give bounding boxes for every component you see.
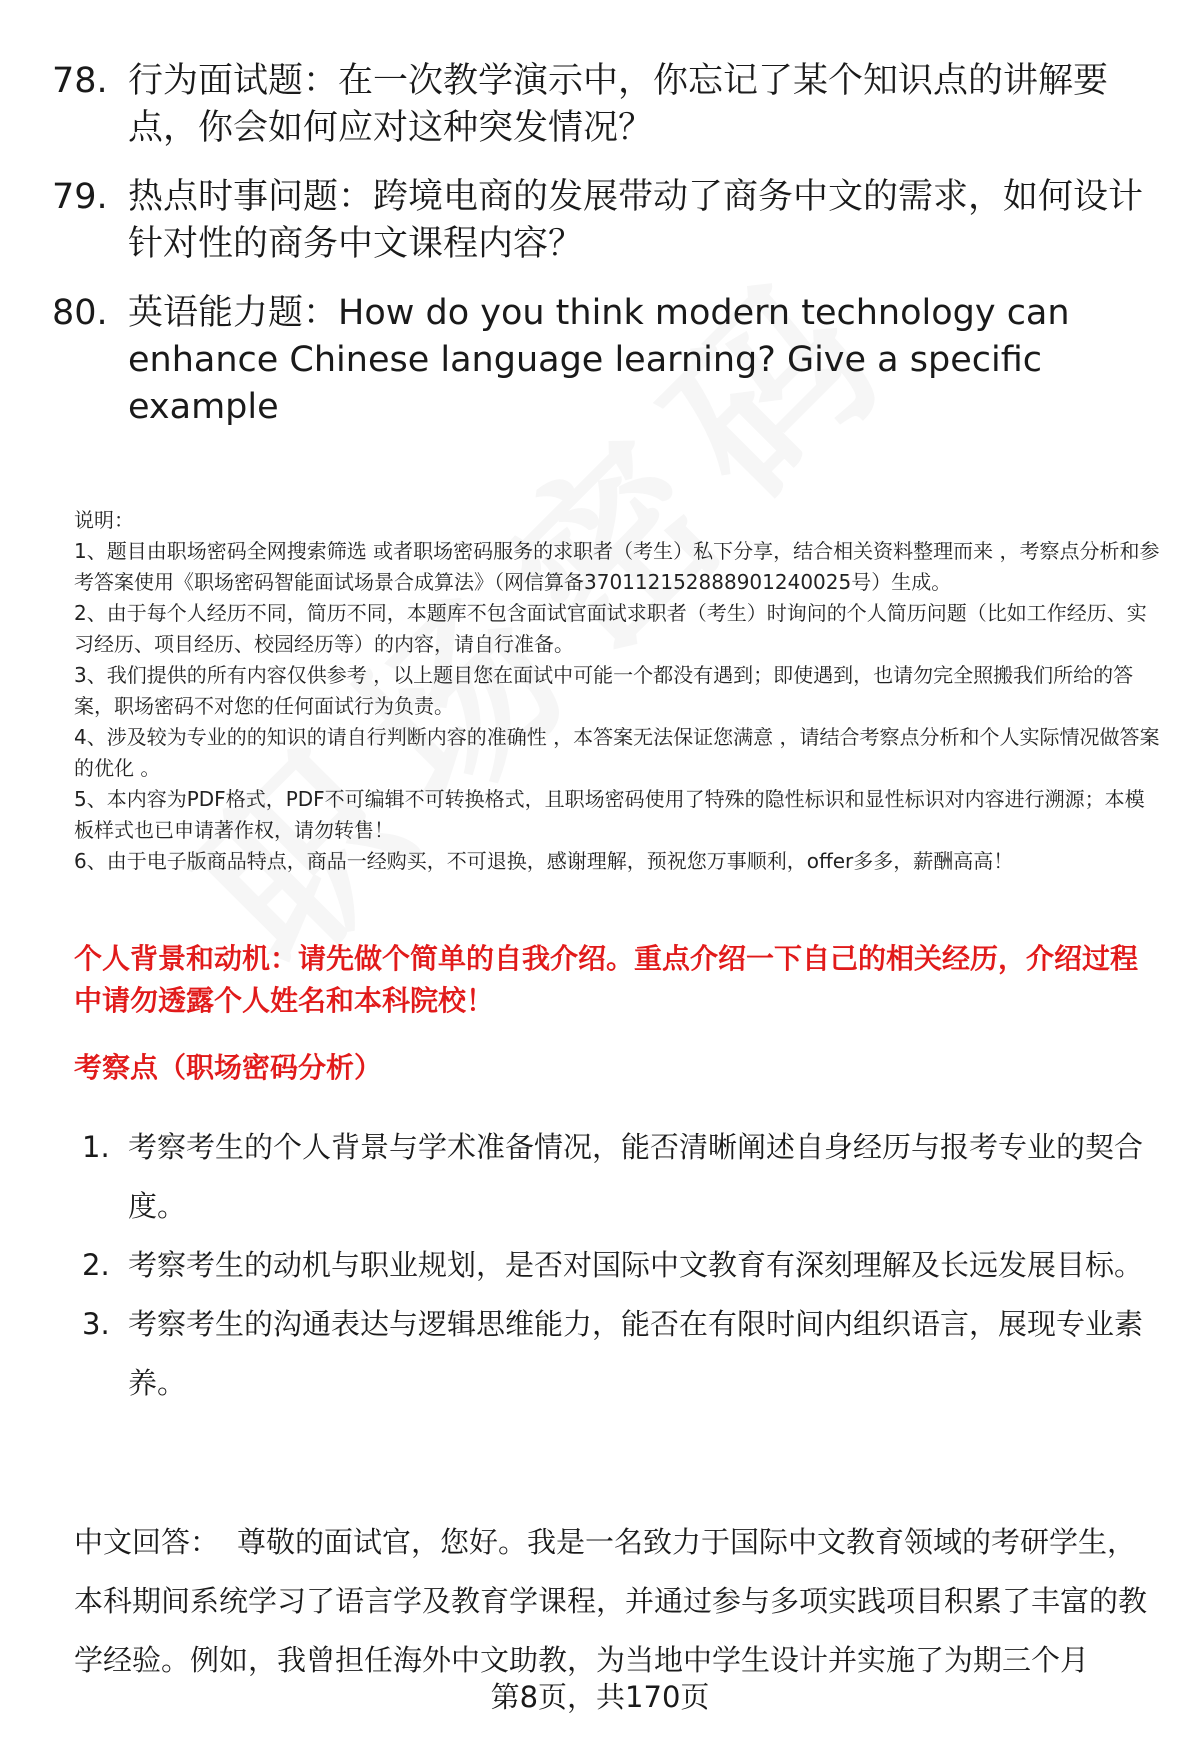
note-item: 4、涉及较为专业的的知识的请自行判断内容的准确性 ，本答案无法保证您满意 ，请结合考察点分析和个人实际情况做答案的优化 。 (74, 725, 1160, 780)
analysis-list (82, 1118, 1152, 1413)
analysis-item (82, 1118, 1152, 1236)
question-item (52, 58, 1152, 152)
notes-title: 说明： (74, 508, 134, 532)
question-number: 79. (52, 177, 108, 217)
analysis-heading: 考察点（职场密码分析） (74, 1051, 383, 1084)
analysis-text: 考察考生的动机与职业规划，是否对国际中文教育有深刻理解及长远发展目标。 (128, 1248, 1144, 1282)
question-item (52, 174, 1152, 268)
analysis-number: 1. (82, 1130, 110, 1164)
question-item (52, 290, 1152, 431)
analysis-number: 3. (82, 1307, 110, 1341)
note-item: 1、题目由职场密码全网搜索筛选 或者职场密码服务的求职者（考生）私下分享，结合相关资料整理而来 ，考察点分析和参考答案使用《职场密码智能面试场景合成算法》（网信算备370112152888901240025号）生成。 (74, 539, 1160, 594)
analysis-number: 2. (82, 1248, 110, 1282)
answer-paragraph (74, 1513, 1160, 1690)
note-item: 2、由于每个人经历不同，简历不同，本题库不包含面试官面试求职者（考生）时询问的个人简历问题（比如工作经历、实习经历、项目经历、校园经历等）的内容，请自行准备。 (74, 601, 1147, 656)
analysis-text: 考察考生的个人背景与学术准备情况，能否清晰阐述自身经历与报考专业的契合度。 (128, 1130, 1144, 1223)
note-item: 3、我们提供的所有内容仅供参考 ，以上题目您在面试中可能一个都没有遇到；即使遇到，也请勿完全照搬我们所给的答案，职场密码不对您的任何面试行为负责。 (74, 663, 1134, 718)
analysis-item (82, 1236, 1152, 1295)
note-item: 6、由于电子版商品特点，商品一经购买，不可退换，感谢理解，预祝您万事顺利，offer多多，薪酬高高！ (74, 849, 1014, 873)
analysis-text: 考察考生的沟通表达与逻辑思维能力，能否在有限时间内组织语言，展现专业素养。 (128, 1307, 1144, 1400)
answer-text: 尊敬的面试官，您好。我是一名致力于国际中文教育领域的考研学生，本科期间系统学习了语言学及教育学课程，并通过参与多项实践项目积累了丰富的教学经验。例如，我曾担任海外中文助教，为当地中学生设计并实施了为期三个月 (74, 1525, 1148, 1677)
analysis-item (82, 1295, 1152, 1413)
page-footer: 第8页，共170页 (0, 1677, 1200, 1717)
question-text: 热点时事问题：跨境电商的发展带动了商务中文的需求，如何设计针对性的商务中文课程内容？ (128, 177, 1144, 264)
question-text: 英语能力题：How do you think modern technology can enhance Chinese language learning? Give a specific example (128, 293, 1070, 427)
question-number: 78. (52, 61, 108, 101)
notes-section (74, 505, 1160, 877)
question-text: 行为面试题：在一次教学演示中，你忘记了某个知识点的讲解要点，你会如何应对这种突发情况？ (128, 61, 1109, 148)
question-number: 80. (52, 293, 108, 333)
question-list (52, 58, 1152, 453)
answer-label: 中文回答： (74, 1525, 220, 1559)
note-item: 5、本内容为PDF格式，PDF不可编辑不可转换格式，且职场密码使用了特殊的隐性标识和显性标识对内容进行溯源；本模板样式也已申请著作权，请勿转售！ (74, 787, 1145, 842)
section-heading: 个人背景和动机：请先做个简单的自我介绍。重点介绍一下自己的相关经历，介绍过程中请勿透露个人姓名和本科院校！ (74, 942, 1139, 1017)
